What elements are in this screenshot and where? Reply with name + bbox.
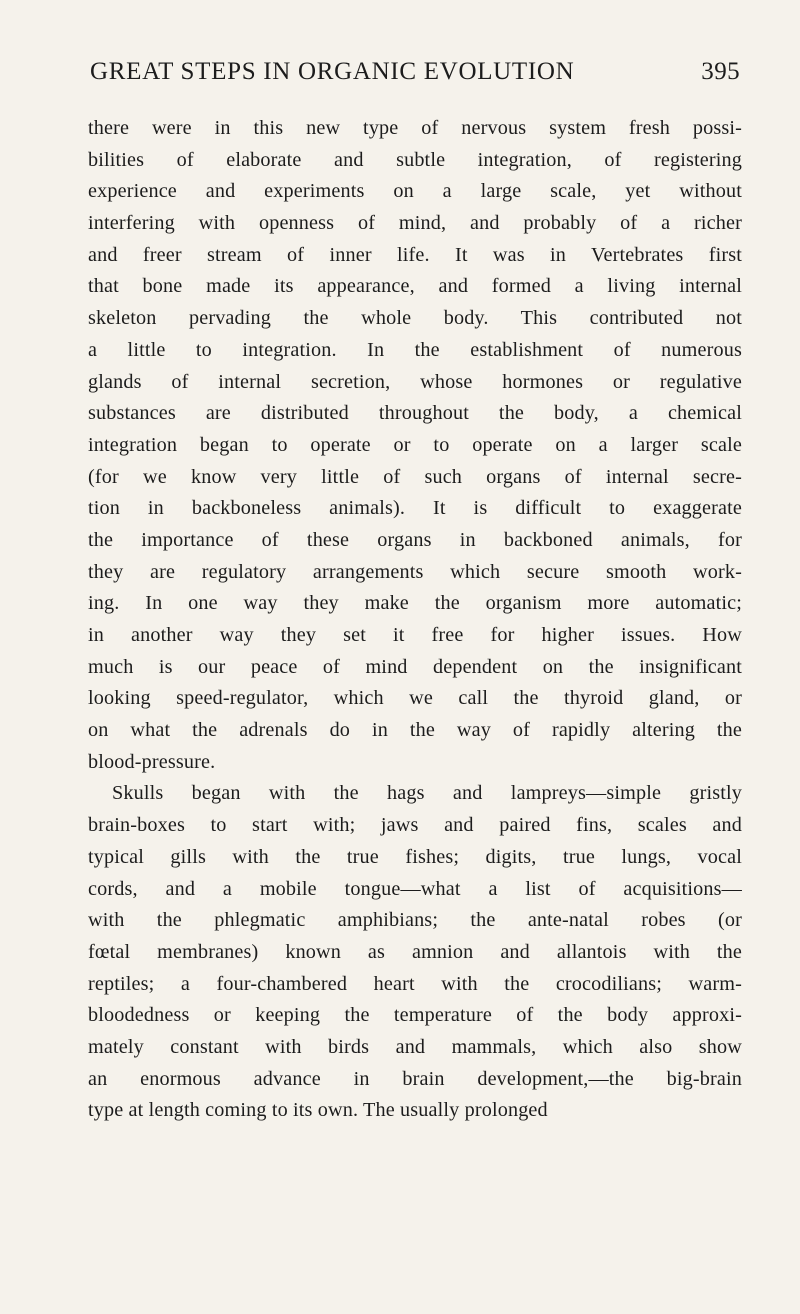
text-line: integration began to operate or to operate on a larger scale (88, 433, 742, 456)
text-line: that bone made its appearance, and formed a living internal (88, 275, 742, 298)
text-line: bloodedness or keeping the temperature of the body approxi- (88, 1004, 742, 1027)
text-line: mately constant with birds and mammals, which also show (88, 1035, 742, 1058)
running-header (90, 58, 740, 98)
text-line: looking speed-regulator, which we call the thyroid gland, or (88, 687, 742, 710)
text-line: glands of internal secretion, whose hormones or regulative (88, 370, 742, 393)
text-line: type at length coming to its own. The usually prolonged (88, 1099, 548, 1122)
body-text (88, 113, 742, 1127)
text-line: interfering with openness of mind, and probably of a richer (88, 212, 742, 235)
text-line: cords, and a mobile tongue—what a list of acquisitions— (88, 877, 742, 900)
text-line: (for we know very little of such organs of internal secre- (88, 465, 742, 488)
text-line: and freer stream of inner life. It was in Vertebrates first (88, 243, 742, 266)
text-line: there were in this new type of nervous system fresh possi- (88, 117, 742, 139)
text-line: with the phlegmatic amphibians; the ante-natal robes (or (88, 909, 742, 932)
text-line: the importance of these organs in backboned animals, for (88, 528, 742, 551)
paragraph-end-line: blood-pressure. (88, 750, 216, 773)
page-number: 395 (701, 58, 740, 85)
running-title: GREAT STEPS IN ORGANIC EVOLUTION (90, 58, 575, 85)
text-line: an enormous advance in brain development,—the big-brain (88, 1067, 742, 1090)
text-line: much is our peace of mind dependent on the insignificant (88, 655, 742, 678)
text-line: fœtal membranes) known as amnion and allantois with the (88, 940, 742, 963)
text-line: substances are distributed throughout the body, a chemical (88, 402, 742, 425)
text-line: in another way they set it free for higher issues. How (88, 624, 742, 646)
text-line: typical gills with the true fishes; digits, true lungs, vocal (88, 845, 742, 868)
text-line: ing. In one way they make the organism more automatic; (88, 592, 742, 615)
text-line: brain-boxes to start with; jaws and paired fins, scales and (88, 814, 742, 837)
text-line: tion in backboneless animals). It is difficult to exaggerate (88, 497, 742, 520)
paragraph-start-line: Skulls began with the hags and lampreys—simple gristly (112, 782, 742, 805)
text-line: a little to integration. In the establishment of numerous (88, 338, 742, 361)
text-line: bilities of elaborate and subtle integration, of registering (88, 148, 742, 171)
text-line: they are regulatory arrangements which secure smooth work- (88, 560, 742, 583)
text-line: on what the adrenals do in the way of rapidly altering the (88, 719, 742, 742)
text-line: skeleton pervading the whole body. This contributed not (88, 307, 742, 330)
text-line: experience and experiments on a large scale, yet without (88, 180, 742, 203)
text-line: reptiles; a four-chambered heart with the crocodilians; warm- (88, 972, 742, 995)
